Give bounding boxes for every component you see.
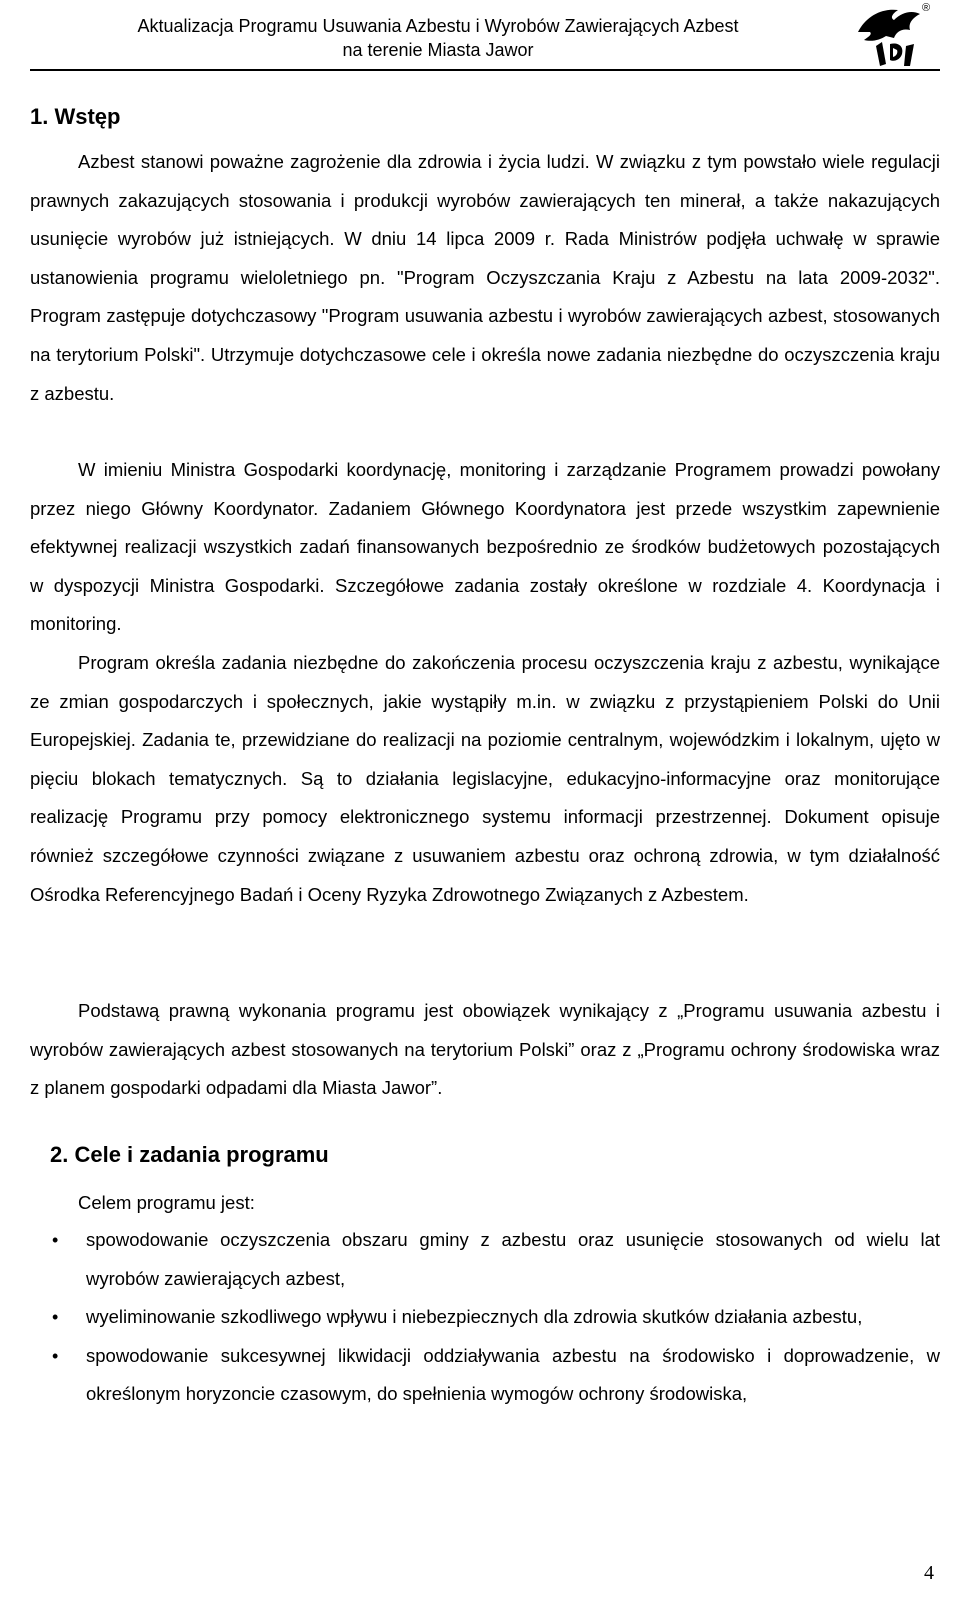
paragraph: Azbest stanowi poważne zagrożenie dla zdrowia i życia ludzi. W związku z tym powstało wiele regulacji prawnych zakazujących stosowania i produkcji wyrobów zawierających ten minerał, a także nakazujących usunięcie wyrobów już istniejących. W dniu 14 lipca 2009 r. Rada Ministrów podjęła uchwałę w sprawie ustanowienia programu wieloletniego pn. "Program Oczyszczania Kraju z Azbestu na lata 2009-2032". Program zastępuje dotychczasowy "Program usuwania azbestu i wyrobów zawierających azbest, stosowanych na terytorium Polski". Utrzymuje dotychczasowe cele i określa nowe zadania niezbędne do oczyszczenia kraju z azbestu. bbox=[30, 151, 940, 404]
header-divider bbox=[30, 69, 940, 71]
bullet-icon: • bbox=[52, 1345, 59, 1366]
section-heading-introduction: 1. Wstęp bbox=[30, 104, 121, 129]
paragraph: W imieniu Ministra Gospodarki koordynację, monitoring i zarządzanie Programem prowadzi powołany przez niego Główny Koordynator. Zadaniem Głównego Koordynatora jest przede wszystkim zapewnienie efektywnej realizacji wszystkich zadań finansowanych bezpośrednio ze środków budżetowych pozostających w dyspozycji Ministra Gospodarki. Szczegółowe zadania zostały określone w rozdziale 4. Koordynacja i monitoring. bbox=[30, 459, 940, 635]
header-title-line1: Aktualizacja Programu Usuwania Azbestu i Wyrobów Zawierających Azbest bbox=[137, 16, 739, 36]
header-title-line2: na terenie Miasta Jawor bbox=[342, 40, 534, 60]
list-item bbox=[30, 1337, 940, 1414]
section-heading-goals: 2. Cele i zadania programu bbox=[50, 1142, 329, 1167]
running-header bbox=[78, 14, 798, 62]
bullet-icon: • bbox=[52, 1307, 59, 1328]
goals-list bbox=[30, 1221, 940, 1414]
paragraph: Program określa zadania niezbędne do zakończenia procesu oczyszczenia kraju z azbestu, wynikające ze zmian gospodarczych i społecznych, jakie wystąpiły m.in. w związku z przystąpieniem Polski do Unii Europejskiej. Zadania te, przewidziane do realizacji na poziomie centralnym, wojewódzkim i lokalnym, ujęto w pięciu blokach tematycznych. Są to działania legislacyjne, edukacyjno-informacyjne oraz monitorujące realizację Programu przy pomocy elektronicznego systemu informacji przestrzennej. Dokument opisuje również szczegółowe czynności związane z usuwaniem azbestu oraz ochroną zdrowia, w tym działalność Ośrodka Referencyjnego Badań i Oceny Ryzyka Zdrowotnego Związanych z Azbestem. bbox=[30, 652, 940, 905]
list-item-text: wyeliminowanie szkodliwego wpływu i niebezpiecznych dla zdrowia skutków działania azbestu, bbox=[86, 1306, 863, 1328]
registered-mark: ® bbox=[922, 2, 931, 14]
page-number: 4 bbox=[924, 1562, 934, 1584]
goals-intro: Celem programu jest: bbox=[78, 1192, 255, 1213]
paragraph: Podstawą prawną wykonania programu jest obowiązek wynikający z „Programu usuwania azbestu i wyrobów zawierających azbest stosowanych na terytorium Polski” oraz z „Programu ochrony środowiska wraz z planem gospodarki odpadami dla Miasta Jawor”. bbox=[30, 1000, 940, 1099]
list-item-text: spowodowanie oczyszczenia obszaru gminy z azbestu oraz usunięcie stosowanych od wielu lat wyrobów zawierających azbest, bbox=[86, 1229, 940, 1289]
list-item bbox=[30, 1221, 940, 1298]
logo bbox=[852, 2, 936, 70]
eagle-emblem-icon bbox=[852, 2, 924, 70]
list-item-text: spowodowanie sukcesywnej likwidacji oddziaływania azbestu na środowisko i doprowadzenie, w określonym horyzoncie czasowym, do spełnienia wymogów ochrony środowiska, bbox=[86, 1344, 940, 1405]
list-item bbox=[30, 1298, 940, 1337]
bullet-icon: • bbox=[52, 1230, 59, 1250]
